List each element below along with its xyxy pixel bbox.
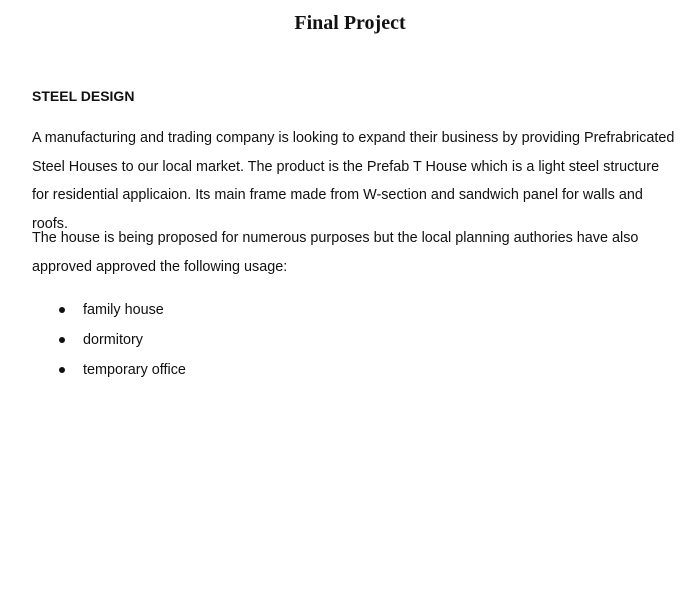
bullet-icon <box>59 337 65 343</box>
intro-paragraph: A manufacturing and trading company is looking to expand their business by providing Prefrabricated Steel Houses to our local market. The product is the Prefab T House which is a light steel structure for residential applicaion. Its main frame made from W-section and sandwich panel for walls and roofs. <box>32 130 675 232</box>
bullet-icon <box>59 307 65 313</box>
list-item-label: dormitory <box>83 332 143 348</box>
document-title: Final Project <box>294 12 406 34</box>
section-heading: STEEL DESIGN <box>32 88 135 104</box>
list-item-label: family house <box>83 302 164 318</box>
bullet-icon <box>59 367 65 373</box>
list-item-label: temporary office <box>83 362 186 378</box>
usage-paragraph: The house is being proposed for numerous purposes but the local planning authories have also approved approved the following usage: <box>32 230 639 275</box>
